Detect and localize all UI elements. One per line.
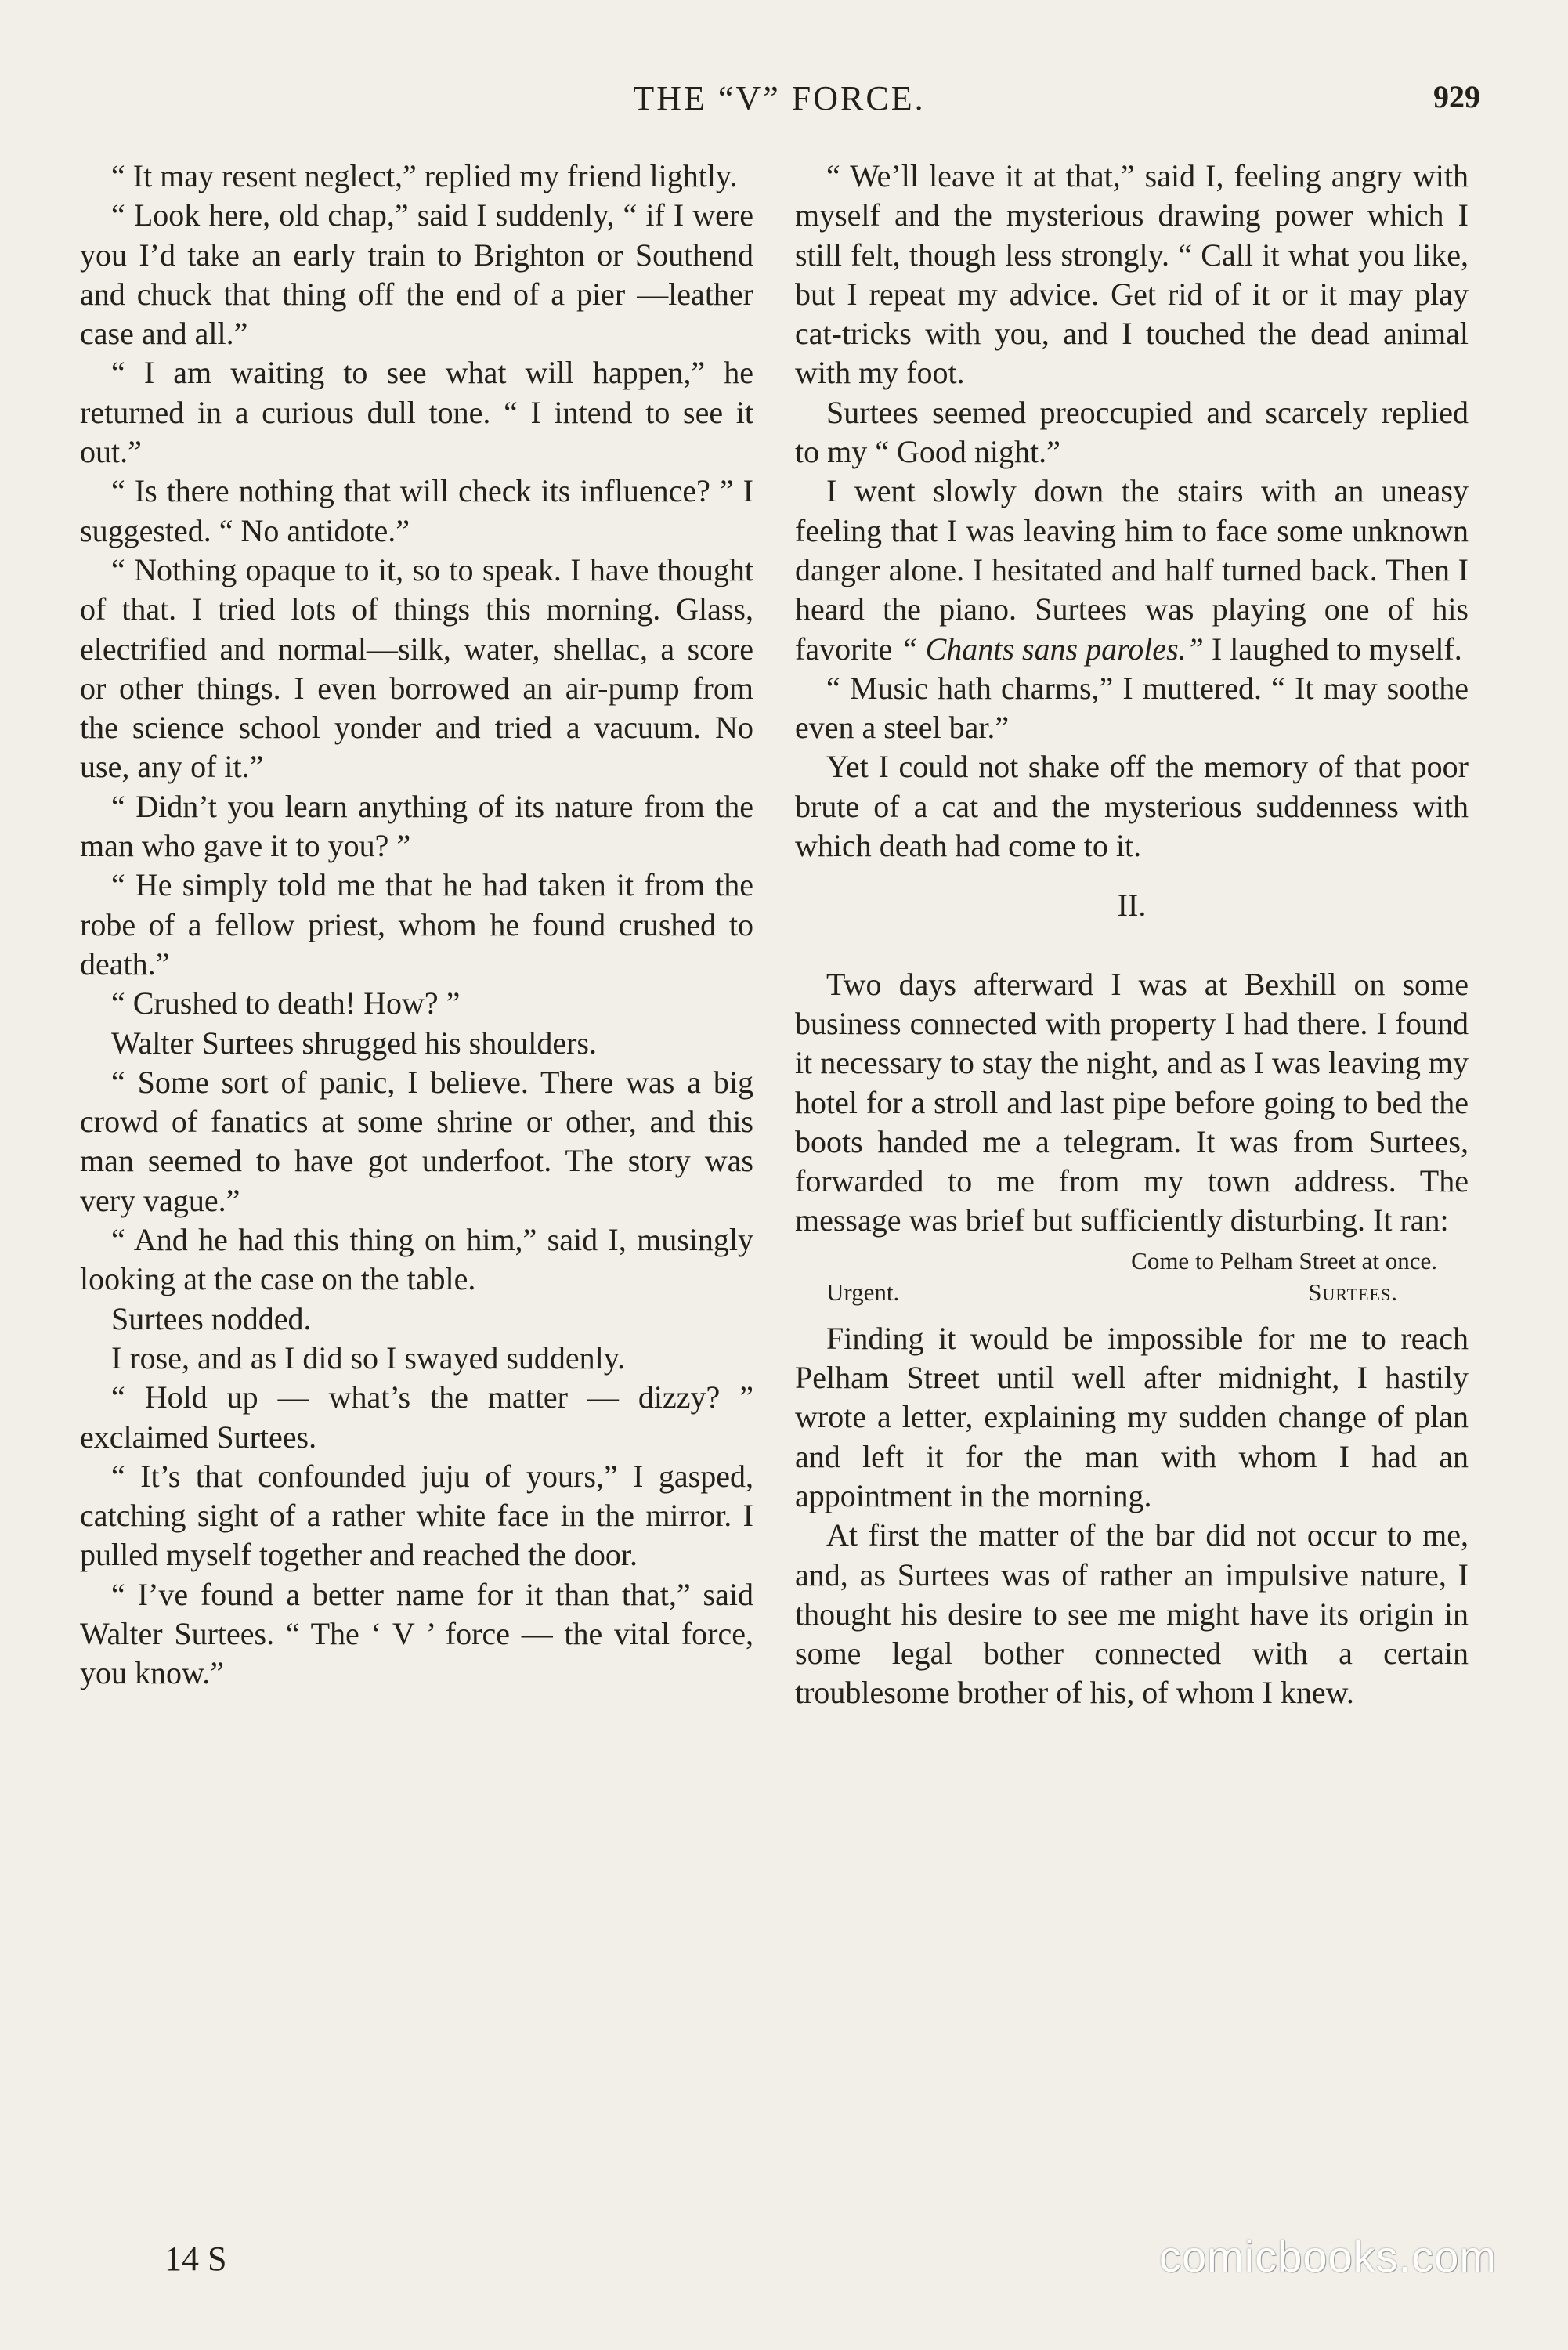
paragraph: Surtees seemed preoccupied and scarcely replied to my “ Good night.” (795, 394, 1469, 470)
telegram-line: Come to Pelham Street at once. (1131, 1246, 1437, 1274)
paragraph: “ It’s that confounded juju of yours,” I gasped, catching sight of a rather white face in the mirror. I pulled myself together and reached the door. (80, 1458, 753, 1573)
telegram-message (795, 1246, 1469, 1308)
paragraph: Walter Surtees shrugged his shoulders. (111, 1025, 597, 1061)
paragraph: Surtees nodded. (111, 1300, 312, 1336)
printer-signature-mark: 14 S (164, 2240, 227, 2278)
section-number: II. (1117, 888, 1147, 924)
telegram-line (795, 1277, 1469, 1308)
paragraph: “ Crushed to death! How? ” (111, 985, 461, 1021)
paragraph: “ We’ll leave it at that,” said I, feeling angry with myself and the mysterious drawing power which I still felt, though less strongly. “ Call it what you like, but I repeat my advice. Get rid of it or it may play cat-tricks with you, and I touched the dead animal with my foot. (795, 158, 1469, 391)
paragraph: “ Didn’t you learn anything of its nature from the man who gave it to you? ” (80, 788, 753, 864)
paragraph: “ I’ve found a better name for it than that,” said Walter Surtees. “ The ‘ V ’ force — the vital force, you know.” (80, 1576, 753, 1691)
paragraph: “ Hold up — what’s the matter — dizzy? ” exclaimed Surtees. (80, 1379, 753, 1455)
running-head (78, 78, 1480, 125)
paragraph: At first the matter of the bar did not occur to me, and, as Surtees was of rather an impulsive nature, I thought his desire to see me might have its origin in some legal bother connected with a certain troublesome brother of his, of whom I knew. (795, 1517, 1469, 1711)
song-title: “ Chants sans paroles.” (900, 631, 1204, 667)
watermark-logo: comicbooks.com (1159, 2232, 1498, 2281)
paragraph: “ Nothing opaque to it, so to speak. I have thought of that. I tried lots of things this morning. Glass, electrified and normal—silk, water, shellac, a score or other things. I even borrowed an air-pump from the science school yonder and tried a vacuum. No use, any of it.” (80, 551, 753, 785)
paragraph: “ It may resent neglect,” replied my friend lightly. (111, 158, 738, 193)
right-column (795, 157, 1469, 1713)
paragraph (795, 472, 1469, 668)
paragraph: “ Is there nothing that will check its influence? ” I suggested. “ No antidote.” (80, 473, 753, 548)
paragraph-text: I went slowly down the stairs with an uneasy feeling that I was leaving him to face some unknown danger alone. I hesitated and half turned back. Then I heard the piano. Surtees was playing one of his favorite (795, 473, 1469, 667)
running-title: THE “V” FORCE. (633, 79, 926, 118)
paragraph: I rose, and as I did so I swayed suddenly. (111, 1340, 626, 1376)
telegram-signature: Surtees. (1308, 1278, 1398, 1306)
paragraph: Yet I could not shake off the memory of that poor brute of a cat and the mysterious suddenness with which death had come to it. (795, 749, 1469, 864)
paragraph: “ And he had this thing on him,” said I, musingly looking at the case on the table. (80, 1222, 753, 1297)
paragraph-text: I laughed to myself. (1203, 631, 1462, 667)
paragraph: “ Music hath charms,” I muttered. “ It may soothe even a steel bar.” (795, 670, 1469, 746)
page-number: 929 (1433, 79, 1480, 114)
telegram-urgent: Urgent. (826, 1278, 900, 1306)
left-column (80, 157, 753, 1694)
paragraph: “ I am waiting to see what will happen,” he returned in a curious dull tone. “ I intend to see it out.” (80, 355, 753, 470)
paragraph: “ Some sort of panic, I believe. There was a big crowd of fanatics at some shrine or other, and this man seemed to have got underfoot. The story was very vague.” (80, 1064, 753, 1218)
paragraph: “ He simply told me that he had taken it from the robe of a fellow priest, whom he found crushed to death.” (80, 867, 753, 982)
paragraph: Two days afterward I was at Bexhill on some business connected with property I had there. I found it necessary to stay the night, and as I was leaving my hotel for a stroll and last pipe before going to bed the boots handed me a telegram. It was from Surtees, forwarded to me from my town address. The message was brief but sufficiently disturbing. It ran: (795, 966, 1469, 1238)
paragraph: “ Look here, old chap,” said I suddenly, “ if I were you I’d take an early train to Brighton or Southend and chuck that thing off the end of a pier —leather case and all.” (80, 197, 753, 352)
paragraph: Finding it would be impossible for me to reach Pelham Street until well after midnight, I hastily wrote a letter, explaining my sudden change of plan and left it for the man with whom I had an appointment in the morning. (795, 1320, 1469, 1513)
